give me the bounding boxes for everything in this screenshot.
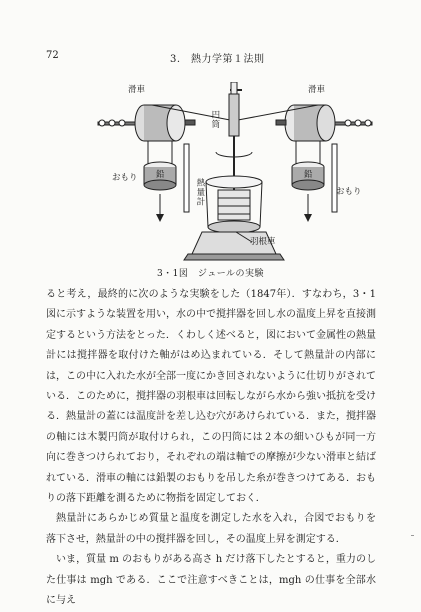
weight-left-label: おもり: [112, 173, 138, 183]
margin-tick: [411, 535, 414, 536]
figure-caption: 3・1図 ジュールの実験: [156, 269, 265, 279]
weight-right-label: おもり: [336, 187, 362, 197]
running-head: 3. 熱力学第１法則: [170, 54, 265, 65]
cylinder-label: 円筒: [209, 110, 220, 129]
page-number: 72: [46, 50, 59, 61]
paragraph-3: いま，質量 m のおもりがある高さ h だけ落下したとすると，重力のした仕事は mgh である．ここで注意すべきことは，mgh の仕事を全部水に与え: [46, 554, 376, 607]
joule-apparatus-figure: [90, 82, 380, 264]
calorimeter-label: 熱量計: [194, 178, 205, 207]
weight-mark-right: 鉛: [304, 170, 313, 180]
paddle-wheel-label: 羽根車: [250, 237, 276, 247]
paragraph-2: 熱量計にあらかじめ質量と温度を測定した水を入れ，合図でおもりを落下させ，熱量計の中の撹拌器を回し，その温度上昇を測定する．: [46, 513, 376, 545]
body-text: [46, 285, 376, 612]
weight-mark-left: 鉛: [156, 170, 165, 180]
pulley-left-label: 滑車: [128, 85, 146, 95]
pulley-right-label: 滑車: [308, 85, 326, 95]
paragraph-1: ると考え，最終的に次のような実験をした（1847年）．すなわち，3・1図に示すような装置を用い，水の中で撹拌器を回し水の温度上昇を直接測定するという方法をとった．くわしく述べると，図において金属性の熱量計には撹拌器を取付けた軸がはめ込まれている．そして熱量計の内部には，この中に入れた水が全部一度にかき回されないように仕切りがされている．このために，撹拌器の羽根車は回転しながら水から強い抵抗を受ける．熱量計の蓋には温度計を差し込む穴があけられている．また，撹拌器の軸には木製円筒が取付けられ，この円筒には２本の細いひもが同一方向に巻きつけられており，それぞれの端は軸での摩擦が少ない滑車と結ばれている．滑車の軸には鉛製のおもりを吊した糸が巻きつけてある．おもりの落下距離を測るために物指を固定しておく．: [46, 289, 376, 505]
